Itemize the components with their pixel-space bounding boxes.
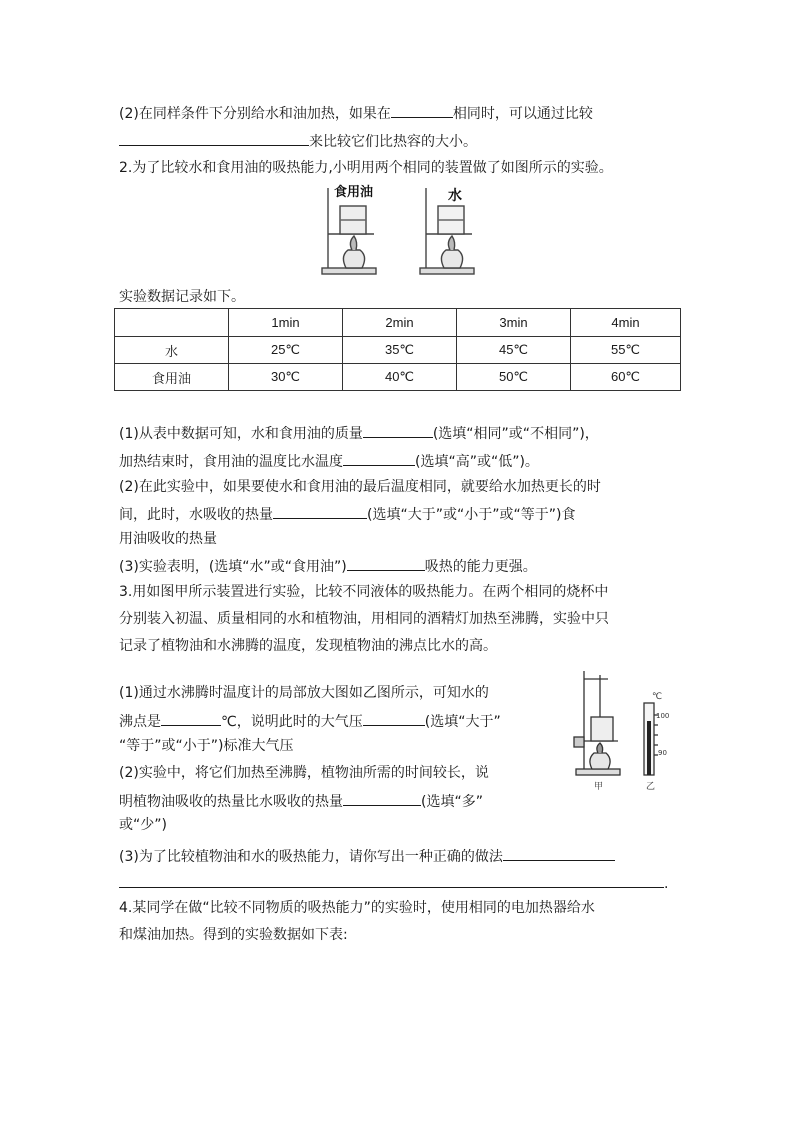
- tick-label-100: 100: [656, 712, 670, 720]
- q2-data-table: [114, 308, 681, 391]
- table-cell: 4min: [571, 309, 681, 337]
- table-header-row: [115, 309, 681, 337]
- unit-label: ℃: [652, 692, 663, 702]
- table-cell: 45℃: [457, 337, 571, 364]
- text: (3)为了比较植物油和水的吸热能力，请你写出一种正确的做法: [119, 849, 503, 865]
- table-cell: [115, 309, 229, 337]
- answer-blank[interactable]: [503, 845, 615, 861]
- table-row: [115, 364, 681, 391]
- answer-blank[interactable]: [343, 790, 421, 806]
- table-cell: 60℃: [571, 364, 681, 391]
- q3-s3-line1: [119, 845, 615, 867]
- table-cell: 3min: [457, 309, 571, 337]
- q3-apparatus-figure: [570, 665, 672, 793]
- text: 沸点是: [119, 714, 161, 730]
- q4-line2: 和煤油加热。得到的实验数据如下表:: [119, 927, 348, 943]
- table-cell: 35℃: [343, 337, 457, 364]
- q3-s1-line2: [119, 710, 565, 732]
- label-jia: 甲: [594, 782, 604, 792]
- q2-intro: 2.为了比较水和食用油的吸热能力,小明用两个相同的装置做了如图所示的实验。: [119, 160, 613, 176]
- table-row: [115, 337, 681, 364]
- q4-line1: 4.某同学在做“比较不同物质的吸热能力”的实验时，使用相同的电加热器给水: [119, 900, 595, 916]
- answer-blank[interactable]: [343, 450, 415, 466]
- table-cell: 25℃: [229, 337, 343, 364]
- answer-blank[interactable]: [347, 555, 425, 571]
- q2-s1-line2: [119, 450, 539, 472]
- answer-blank[interactable]: [273, 503, 367, 519]
- q1-part2-line2: [119, 130, 477, 152]
- table-cell: 40℃: [343, 364, 457, 391]
- text: (3)实验表明，(选填“水”或“食用油”): [119, 559, 347, 575]
- answer-blank[interactable]: [119, 130, 309, 146]
- q1-part2-line1: [119, 102, 593, 124]
- answer-blank[interactable]: [119, 872, 664, 888]
- q3-intro-line3: 记录了植物油和水沸腾的温度，发现植物油的沸点比水的高。: [119, 638, 497, 654]
- text: (选填“大于”或“小于”或“等于”)食: [367, 507, 576, 523]
- text: (2)在同样条件下分别给水和油加热，如果在: [119, 106, 391, 122]
- q2-s1-line1: [119, 422, 599, 444]
- table-cell: 50℃: [457, 364, 571, 391]
- text: (选填“相同”或“不相同”)，: [432, 426, 599, 442]
- table-cell: 2min: [343, 309, 457, 337]
- label-yi: 乙: [646, 782, 656, 792]
- text: (选填“高”或“低”)。: [415, 454, 539, 470]
- text: (选填“多”: [421, 794, 483, 810]
- q3-s2-line2: [119, 790, 483, 812]
- q3-s2-line1: (2)实验中，将它们加热至沸腾，植物油所需的时间较长，说: [119, 765, 489, 781]
- tick-label-90: 90: [658, 749, 667, 757]
- text: 加热结束时，食用油的温度比水温度: [119, 454, 343, 470]
- label-oil: 食用油: [334, 185, 374, 200]
- table-cell: 水: [115, 337, 229, 364]
- q2-apparatus-figure: [318, 180, 494, 278]
- text: 相同时，可以通过比较: [452, 106, 593, 122]
- answer-blank[interactable]: [363, 422, 433, 438]
- q3-s1-line3: “等于”或“小于”)标准大气压: [119, 738, 294, 754]
- table-cell: 30℃: [229, 364, 343, 391]
- answer-blank[interactable]: [161, 710, 221, 726]
- label-water: 水: [448, 188, 462, 204]
- text: 明植物油吸收的热量比水吸收的热量: [119, 794, 343, 810]
- q3-s2-line3: 或“少”): [119, 817, 167, 833]
- q3-s3-line2: [119, 872, 668, 894]
- table-cell: 55℃: [571, 337, 681, 364]
- table-cell: 食用油: [115, 364, 229, 391]
- q2-s2-line2: [119, 503, 575, 525]
- table-cell: 1min: [229, 309, 343, 337]
- text: 吸热的能力更强。: [424, 559, 537, 575]
- q3-intro-line1: 3.用如图甲所示装置进行实验，比较不同液体的吸热能力。在两个相同的烧杯中: [119, 584, 609, 600]
- q2-s3-line: [119, 555, 537, 577]
- text: (选填“大于”: [424, 714, 501, 730]
- text: (1)从表中数据可知，水和食用油的质量: [119, 426, 363, 442]
- text: ℃，说明此时的大气压: [221, 714, 363, 730]
- q2-s2-line3: 用油吸收的热量: [119, 531, 217, 547]
- text: .: [664, 876, 669, 892]
- text: 间，此时，水吸收的热量: [119, 507, 273, 523]
- q3-intro-line2: 分别装入初温、质量相同的水和植物油，用相同的酒精灯加热至沸腾，实验中只: [119, 611, 609, 627]
- q2-record-text: 实验数据记录如下。: [119, 289, 245, 305]
- q3-s1-line1: (1)通过水沸腾时温度计的局部放大图如乙图所示，可知水的: [119, 685, 489, 701]
- text: 来比较它们比热容的大小。: [309, 134, 477, 150]
- answer-blank[interactable]: [391, 102, 453, 118]
- answer-blank[interactable]: [363, 710, 425, 726]
- q2-s2-line1: (2)在此实验中，如果要使水和食用油的最后温度相同，就要给水加热更长的时: [119, 479, 601, 495]
